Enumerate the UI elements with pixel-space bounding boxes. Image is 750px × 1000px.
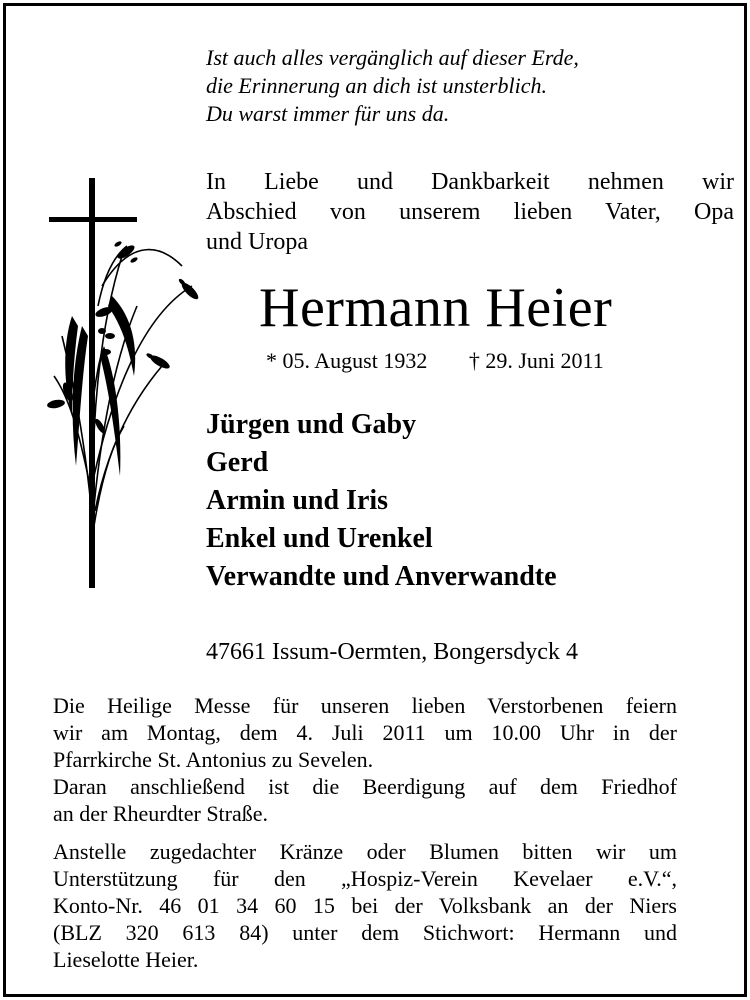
mourners-list: [206, 406, 557, 596]
deceased-name: Hermann Heier: [259, 277, 613, 339]
paragraph-line: Daran anschließend ist die Beerdigung auf dem Friedhof: [53, 774, 677, 799]
mourner-entry: Enkel und Urenkel: [206, 523, 433, 554]
paragraph-line: Die Heilige Messe für unseren lieben Verstorbenen feiern: [53, 693, 677, 718]
paragraph-line: Pfarrkirche St. Antonius zu Sevelen.: [53, 747, 374, 772]
intro-line: und Uropa: [206, 229, 308, 255]
verse-line: Du warst immer für uns da.: [206, 101, 450, 126]
obituary-frame: [3, 3, 747, 997]
intro-text: [206, 167, 734, 257]
mourner-entry: Gerd: [206, 447, 269, 478]
paragraph-line: an der Rheurdter Straße.: [53, 801, 269, 826]
birth-date: * 05. August 1932: [266, 348, 428, 373]
intro-line: Abschied von unserem lieben Vater, Opa: [206, 199, 734, 225]
memorial-verse: [206, 44, 726, 128]
intro-line: In Liebe und Dankbarkeit nehmen wir: [206, 169, 734, 195]
life-dates: [266, 347, 604, 375]
mourner-entry: Verwandte und Anverwandte: [206, 561, 557, 592]
paragraph-line: Lieselotte Heier.: [53, 947, 199, 972]
mourner-entry: Jürgen und Gaby: [206, 409, 417, 440]
death-date: † 29. Juni 2011: [468, 348, 604, 373]
paragraph-line: wir am Montag, dem 4. Juli 2011 um 10.00 Uhr in der: [53, 720, 677, 745]
verse-line: die Erinnerung an dich ist unsterblich.: [206, 73, 547, 98]
mass-paragraph: [53, 692, 677, 827]
donation-paragraph: [53, 838, 677, 973]
cross-with-wheat-icon: [42, 176, 212, 596]
verse-line: Ist auch alles vergänglich auf dieser Erde,: [206, 45, 579, 70]
mourner-entry: Armin und Iris: [206, 485, 389, 516]
paragraph-line: Unterstützung für den „Hospiz-Verein Kevelaer e.V.“,: [53, 866, 677, 891]
paragraph-line: (BLZ 320 613 84) unter dem Stichwort: Hermann und: [53, 920, 677, 945]
family-address: 47661 Issum-Oermten, Bongersdyck 4: [206, 639, 578, 665]
paragraph-line: Konto-Nr. 46 01 34 60 15 bei der Volksbank an der Niers: [53, 893, 677, 918]
paragraph-line: Anstelle zugedachter Kränze oder Blumen bitten wir um: [53, 839, 677, 864]
